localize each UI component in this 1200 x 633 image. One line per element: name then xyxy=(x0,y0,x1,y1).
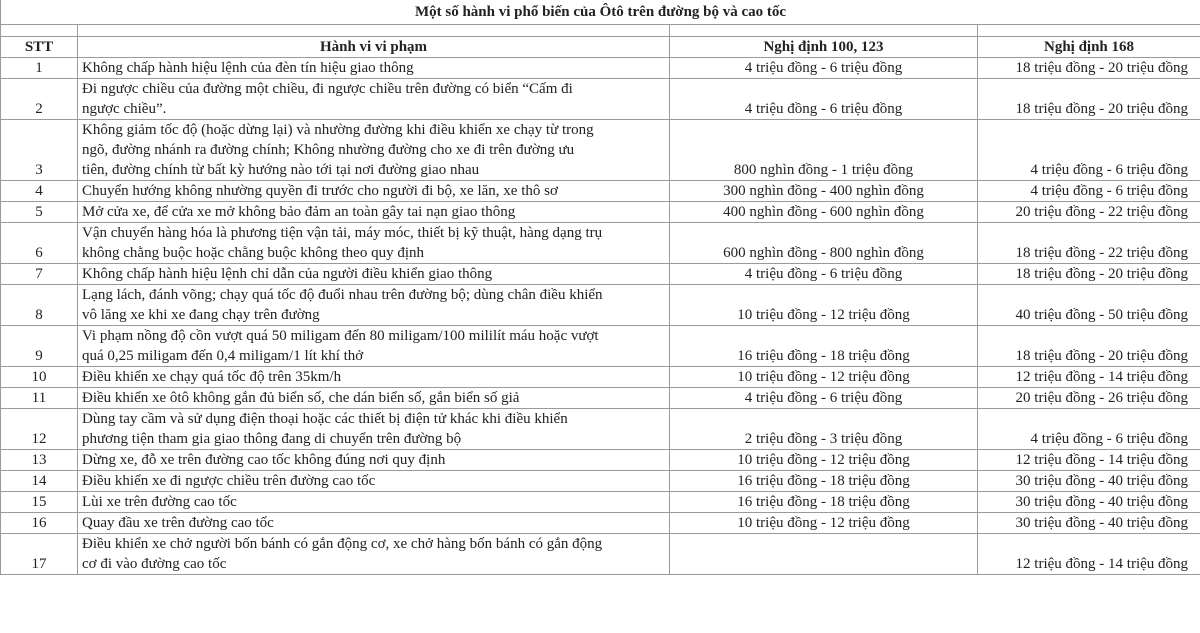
row-stt: 5 xyxy=(1,202,78,223)
row-fine-decree-old xyxy=(670,534,978,575)
row-fine-decree-old: 300 nghìn đồng - 400 nghìn đồng xyxy=(670,181,978,202)
table-row xyxy=(1,79,1200,120)
row-fine-decree-new: 18 triệu đồng - 20 triệu đồng xyxy=(978,79,1200,120)
header-stt: STT xyxy=(1,37,78,58)
action-line: ngõ, đường nhánh ra đường chính; Không nhường đường cho xe đi trên đường ưu xyxy=(82,142,575,158)
spacer-cell xyxy=(78,25,670,37)
row-fine-decree-old: 4 triệu đồng - 6 triệu đồng xyxy=(670,264,978,285)
header-decree-new: Nghị định 168 xyxy=(978,37,1200,58)
action-line: phương tiện tham gia giao thông đang di chuyển trên đường bộ xyxy=(82,431,462,447)
table-row xyxy=(1,409,1200,450)
row-fine-decree-old: 16 triệu đồng - 18 triệu đồng xyxy=(670,471,978,492)
row-action xyxy=(78,181,670,202)
row-action xyxy=(78,264,670,285)
row-stt: 1 xyxy=(1,58,78,79)
row-stt: 12 xyxy=(1,409,78,450)
row-action xyxy=(78,223,670,264)
table-row xyxy=(1,471,1200,492)
table-row xyxy=(1,181,1200,202)
spacer-cell xyxy=(670,25,978,37)
row-fine-decree-new: 4 triệu đồng - 6 triệu đồng xyxy=(978,181,1200,202)
action-line: Dừng xe, đỗ xe trên đường cao tốc không đúng nơi quy định xyxy=(82,452,446,468)
table-row xyxy=(1,326,1200,367)
row-stt: 4 xyxy=(1,181,78,202)
row-fine-decree-new: 12 triệu đồng - 14 triệu đồng xyxy=(978,367,1200,388)
row-fine-decree-new: 30 triệu đồng - 40 triệu đồng xyxy=(978,492,1200,513)
row-stt: 13 xyxy=(1,450,78,471)
action-line: không chằng buộc hoặc chằng buộc không theo quy định xyxy=(82,245,425,261)
row-fine-decree-new: 20 triệu đồng - 22 triệu đồng xyxy=(978,202,1200,223)
table-row xyxy=(1,202,1200,223)
row-stt: 3 xyxy=(1,120,78,181)
action-line: Điều khiển xe ôtô không gắn đủ biển số, che dán biển số, gắn biển số giả xyxy=(82,390,520,406)
row-action xyxy=(78,285,670,326)
table-row xyxy=(1,388,1200,409)
action-line: ngược chiều”. xyxy=(82,101,167,117)
row-stt: 6 xyxy=(1,223,78,264)
row-fine-decree-old: 16 triệu đồng - 18 triệu đồng xyxy=(670,492,978,513)
row-fine-decree-new: 20 triệu đồng - 26 triệu đồng xyxy=(978,388,1200,409)
row-fine-decree-old: 2 triệu đồng - 3 triệu đồng xyxy=(670,409,978,450)
row-stt: 8 xyxy=(1,285,78,326)
row-fine-decree-new: 30 triệu đồng - 40 triệu đồng xyxy=(978,471,1200,492)
action-line: Điều khiển xe đi ngược chiều trên đường cao tốc xyxy=(82,473,376,489)
spacer-cell xyxy=(1,25,78,37)
action-line: Không giảm tốc độ (hoặc dừng lại) và nhường đường khi điều khiển xe chạy từ trong xyxy=(82,122,594,138)
header-decree-old: Nghị định 100, 123 xyxy=(670,37,978,58)
row-action xyxy=(78,492,670,513)
action-line: Điều khiển xe chạy quá tốc độ trên 35km/h xyxy=(82,369,342,385)
row-action xyxy=(78,513,670,534)
action-line: tiên, đường chính từ bất kỳ hướng nào tới tại nơi đường giao nhau xyxy=(82,162,480,178)
row-fine-decree-old: 10 triệu đồng - 12 triệu đồng xyxy=(670,513,978,534)
row-fine-decree-old: 400 nghìn đồng - 600 nghìn đồng xyxy=(670,202,978,223)
action-line: vô lăng xe khi xe đang chạy trên đường xyxy=(82,307,320,323)
row-action xyxy=(78,79,670,120)
action-line: Không chấp hành hiệu lệnh của đèn tín hiệu giao thông xyxy=(82,60,414,76)
row-action xyxy=(78,58,670,79)
row-fine-decree-old: 800 nghìn đồng - 1 triệu đồng xyxy=(670,120,978,181)
row-stt: 14 xyxy=(1,471,78,492)
row-fine-decree-old: 10 triệu đồng - 12 triệu đồng xyxy=(670,450,978,471)
row-fine-decree-old: 10 triệu đồng - 12 triệu đồng xyxy=(670,367,978,388)
row-action xyxy=(78,202,670,223)
row-stt: 9 xyxy=(1,326,78,367)
row-action xyxy=(78,450,670,471)
action-line: Mở cửa xe, để cửa xe mở không bảo đảm an toàn gây tai nạn giao thông xyxy=(82,204,516,220)
row-fine-decree-new: 18 triệu đồng - 20 triệu đồng xyxy=(978,326,1200,367)
row-fine-decree-new: 40 triệu đồng - 50 triệu đồng xyxy=(978,285,1200,326)
action-line: cơ đi vào đường cao tốc xyxy=(82,556,227,572)
table-row xyxy=(1,58,1200,79)
table-row xyxy=(1,223,1200,264)
row-action xyxy=(78,388,670,409)
action-line: Điều khiển xe chở người bốn bánh có gắn động cơ, xe chở hàng bốn bánh có gắn động xyxy=(82,536,603,552)
row-fine-decree-new: 18 triệu đồng - 22 triệu đồng xyxy=(978,223,1200,264)
row-fine-decree-new: 30 triệu đồng - 40 triệu đồng xyxy=(978,513,1200,534)
row-fine-decree-old: 600 nghìn đồng - 800 nghìn đồng xyxy=(670,223,978,264)
row-stt: 2 xyxy=(1,79,78,120)
row-stt: 16 xyxy=(1,513,78,534)
table-title: Một số hành vi phổ biến của Ôtô trên đường bộ và cao tốc xyxy=(1,0,1200,25)
row-fine-decree-new: 12 triệu đồng - 14 triệu đồng xyxy=(978,534,1200,575)
row-fine-decree-old: 4 triệu đồng - 6 triệu đồng xyxy=(670,79,978,120)
row-stt: 10 xyxy=(1,367,78,388)
row-action xyxy=(78,471,670,492)
table-row xyxy=(1,513,1200,534)
row-stt: 11 xyxy=(1,388,78,409)
table-row xyxy=(1,367,1200,388)
action-line: quá 0,25 miligam đến 0,4 miligam/1 lít khí thở xyxy=(82,348,364,364)
row-action xyxy=(78,120,670,181)
table-row xyxy=(1,492,1200,513)
table-row xyxy=(1,285,1200,326)
row-fine-decree-new: 18 triệu đồng - 20 triệu đồng xyxy=(978,264,1200,285)
row-action xyxy=(78,409,670,450)
row-fine-decree-old: 16 triệu đồng - 18 triệu đồng xyxy=(670,326,978,367)
row-action xyxy=(78,534,670,575)
row-fine-decree-new: 4 triệu đồng - 6 triệu đồng xyxy=(978,409,1200,450)
action-line: Không chấp hành hiệu lệnh chỉ dẫn của người điều khiển giao thông xyxy=(82,266,493,282)
header-action: Hành vi vi phạm xyxy=(78,37,670,58)
row-action xyxy=(78,326,670,367)
action-line: Quay đầu xe trên đường cao tốc xyxy=(82,515,274,531)
action-line: Chuyển hướng không nhường quyền đi trước cho người đi bộ, xe lăn, xe thô sơ xyxy=(82,183,558,199)
row-fine-decree-old: 10 triệu đồng - 12 triệu đồng xyxy=(670,285,978,326)
row-stt: 17 xyxy=(1,534,78,575)
action-line: Vi phạm nồng độ cồn vượt quá 50 miligam đến 80 miligam/100 mililít máu hoặc vượt xyxy=(82,328,599,344)
row-fine-decree-new: 4 triệu đồng - 6 triệu đồng xyxy=(978,120,1200,181)
row-action xyxy=(78,367,670,388)
table-row xyxy=(1,120,1200,181)
table-row xyxy=(1,534,1200,575)
table-row xyxy=(1,450,1200,471)
row-fine-decree-new: 12 triệu đồng - 14 triệu đồng xyxy=(978,450,1200,471)
row-fine-decree-old: 4 triệu đồng - 6 triệu đồng xyxy=(670,388,978,409)
table-row xyxy=(1,264,1200,285)
row-stt: 15 xyxy=(1,492,78,513)
row-stt: 7 xyxy=(1,264,78,285)
action-line: Lùi xe trên đường cao tốc xyxy=(82,494,237,510)
action-line: Dùng tay cầm và sử dụng điện thoại hoặc các thiết bị điện tử khác khi điều khiển xyxy=(82,411,568,427)
action-line: Đi ngược chiều của đường một chiều, đi ngược chiều trên đường có biển “Cấm đi xyxy=(82,81,573,97)
action-line: Lạng lách, đánh võng; chạy quá tốc độ đuổi nhau trên đường bộ; dùng chân điều khiển xyxy=(82,287,603,303)
spacer-cell xyxy=(978,25,1200,37)
action-line: Vận chuyển hàng hóa là phương tiện vận tải, máy móc, thiết bị kỹ thuật, hàng dạng trụ xyxy=(82,225,603,241)
row-fine-decree-new: 18 triệu đồng - 20 triệu đồng xyxy=(978,58,1200,79)
row-fine-decree-old: 4 triệu đồng - 6 triệu đồng xyxy=(670,58,978,79)
